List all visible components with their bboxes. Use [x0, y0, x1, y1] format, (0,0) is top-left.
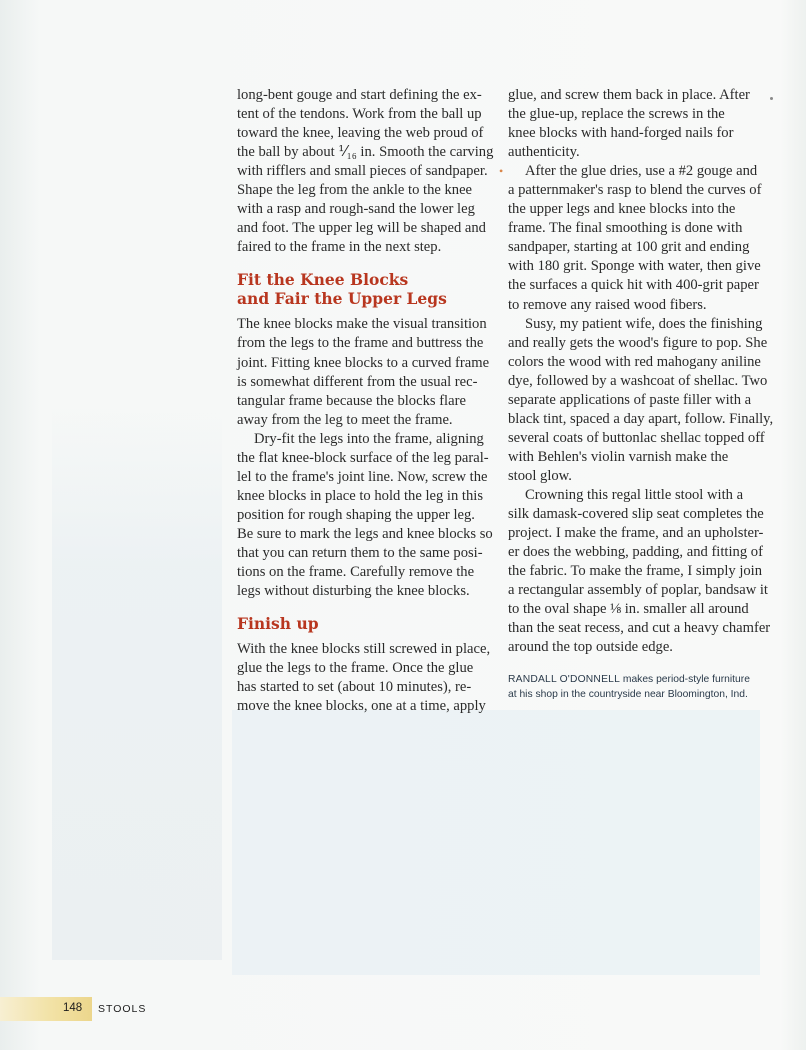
text-line: with a rasp and rough-sand the lower leg	[237, 201, 475, 218]
right-para-2	[508, 162, 762, 314]
text-line: with rifflers and small pieces of sandpaper.	[237, 163, 488, 180]
bullet-mark: •	[499, 164, 504, 179]
text-line: with Behlen's violin varnish make the	[508, 448, 729, 465]
text-line: long-bent gouge and start defining the ex-	[237, 87, 482, 103]
byline-text-2: at his shop in the countryside near Bloomington, Ind.	[508, 689, 748, 701]
text-line: with 180 grit. Sponge with water, then give	[508, 258, 761, 275]
left-para-3	[237, 430, 493, 601]
text-line: separate applications of paste filler with a	[508, 391, 752, 408]
right-para-4	[508, 486, 771, 657]
page-number: 148	[63, 1002, 83, 1014]
text-line: a rectangular assembly of poplar, bandsaw it	[508, 582, 768, 599]
text-line: With the knee blocks still screwed in place,	[237, 641, 491, 658]
left-para-1	[237, 86, 494, 257]
author-byline	[508, 672, 759, 702]
text-line: to remove any raised wood fibers.	[508, 296, 707, 313]
text-line: has started to set (about 10 minutes), re-	[237, 679, 472, 696]
text-line: Shape the leg from the ankle to the knee	[237, 182, 473, 199]
text-line: and really gets the wood's figure to pop. She	[508, 334, 768, 351]
text-line: position for rough shaping the upper leg.	[237, 506, 475, 523]
byline-text-1: makes period-style furniture	[622, 674, 750, 686]
left-column	[237, 86, 494, 716]
text-line: the ball by about ⅟₁₆ in. Smooth the carving	[237, 144, 494, 161]
text-line: several coats of buttonlac shellac topped off	[508, 429, 765, 446]
right-column	[499, 86, 774, 702]
text-line: colors the wood with red mahogany aniline	[508, 353, 761, 370]
text-line: knee blocks in place to hold the leg in this	[237, 487, 484, 504]
text-line: glue, and screw them back in place. After	[508, 87, 750, 103]
text-line: from the legs to the frame and buttress the	[237, 335, 484, 352]
text-line: the fabric. To make the frame, I simply join	[508, 563, 763, 580]
text-line: Finish up	[237, 614, 319, 634]
text-line: stool glow.	[508, 467, 572, 484]
text-line: tent of the tendons. Work from the ball up	[237, 106, 482, 123]
text-line: move the knee blocks, one at a time, apply	[237, 698, 486, 715]
text-line: project. I make the frame, and an upholster-	[508, 525, 764, 542]
text-line: black tint, spaced a day apart, follow. Finally,	[508, 410, 774, 427]
author-name: RANDALL O'DONNELL	[508, 674, 620, 686]
text-line: frame. The final smoothing is done with	[508, 220, 743, 237]
text-line: tions on the frame. Carefully remove the	[237, 564, 475, 581]
text-line: faired to the frame in the next step.	[237, 239, 442, 256]
bottom-tint-panel	[232, 710, 760, 975]
text-line: authenticity.	[508, 144, 580, 161]
text-line: tangular frame because the blocks flare	[237, 392, 466, 409]
text-line: After the glue dries, use a #2 gouge and	[525, 163, 758, 180]
text-line: Susy, my patient wife, does the finishing	[525, 315, 763, 332]
right-para-2-wrap	[499, 162, 762, 314]
text-line: the glue-up, replace the screws in the	[508, 106, 725, 123]
text-line: sandpaper, starting at 100 grit and ending	[508, 239, 750, 256]
heading-fit-knee-blocks	[237, 270, 483, 308]
text-line: the flat knee-block surface of the leg paral-	[237, 449, 489, 466]
text-line: legs without disturbing the knee blocks.	[237, 583, 470, 600]
text-line: and Fair the Upper Legs	[237, 289, 447, 309]
left-para-2	[237, 315, 490, 429]
text-line: to the oval shape ⅛ in. smaller all around	[508, 601, 749, 618]
text-line: silk damask-covered slip seat completes the	[508, 506, 764, 523]
text-line: the surfaces a quick hit with 400-grit paper	[508, 277, 759, 294]
text-line: Fit the Knee Blocks	[237, 270, 409, 290]
text-line: toward the knee, leaving the web proud of	[237, 125, 484, 142]
text-line: a patternmaker's rasp to blend the curves of	[508, 182, 762, 199]
text-line: Be sure to mark the legs and knee blocks so	[237, 525, 493, 542]
left-para-4	[237, 640, 491, 716]
text-line: Crowning this regal little stool with a	[525, 486, 744, 503]
text-line: away from the leg to meet the frame.	[237, 411, 453, 428]
text-line: Dry-fit the legs into the frame, aligning	[254, 430, 484, 447]
text-line: joint. Fitting knee blocks to a curved frame	[237, 354, 490, 371]
text-line: the upper legs and knee blocks into the	[508, 201, 736, 218]
text-line: The knee blocks make the visual transition	[237, 316, 487, 333]
right-para-1	[508, 86, 759, 162]
text-line: is somewhat different from the usual rec-	[237, 373, 478, 390]
print-speck	[770, 97, 773, 100]
text-line: around the top outside edge.	[508, 639, 673, 656]
text-line: dye, followed by a washcoat of shellac. Two	[508, 372, 768, 389]
text-line: er does the webbing, padding, and fitting of	[508, 544, 763, 561]
text-line: knee blocks with hand-forged nails for	[508, 125, 734, 142]
sidebar-tint-panel	[52, 400, 222, 960]
heading-finish-up	[237, 614, 483, 633]
text-line: that you can return them to the same posi-	[237, 544, 483, 561]
text-line: than the seat recess, and cut a heavy chamfer	[508, 620, 771, 637]
section-name: STOOLS	[98, 1003, 147, 1015]
text-line: and foot. The upper leg will be shaped and	[237, 220, 486, 237]
text-line: lel to the frame's joint line. Now, screw the	[237, 468, 488, 485]
text-line: glue the legs to the frame. Once the glue	[237, 660, 474, 677]
right-para-3	[508, 315, 774, 486]
